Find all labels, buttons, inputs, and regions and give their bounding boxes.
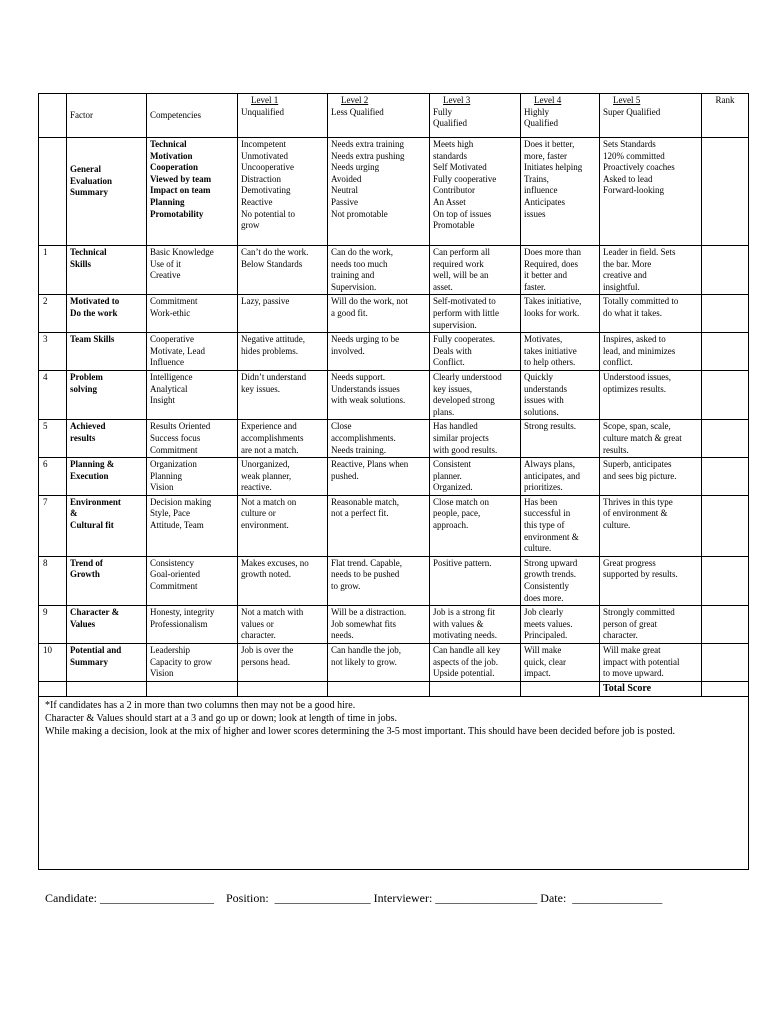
level-2-cell: Close accomplishments. Needs training. (328, 420, 430, 458)
header-level-5 (600, 94, 702, 138)
header-num-cell (39, 94, 67, 138)
level-5-cell: Will make great impact with potential to move upward. (600, 644, 702, 682)
level-1-cell: Not a match with values or character. (238, 606, 328, 644)
factor-name: Team Skills (67, 333, 147, 371)
level-2-cell: Will be a distraction. Job somewhat fits needs. (328, 606, 430, 644)
summary-level-4: Does it better, more, faster Initiates helping Trains, influence Anticipates issues (521, 138, 600, 246)
competencies-cell: Results Oriented Success focus Commitment (147, 420, 238, 458)
header-competencies: Competencies (147, 94, 238, 138)
header-level-1 (238, 94, 328, 138)
factor-row (39, 644, 749, 682)
factor-name: Environment & Cultural fit (67, 495, 147, 556)
level-4-cell: Strong results. (521, 420, 600, 458)
level-3-cell: Job is a strong fit with values & motivating needs. (430, 606, 521, 644)
factor-row (39, 295, 749, 333)
competencies-cell: Commitment Work-ethic (147, 295, 238, 333)
factor-name: Trend of Growth (67, 556, 147, 605)
level-4-cell: Strong upward growth trends. Consistently does more. (521, 556, 600, 605)
factor-name: Achieved results (67, 420, 147, 458)
row-number: 2 (39, 295, 67, 333)
level-4-cell: Job clearly meets values. Principaled. (521, 606, 600, 644)
level-5-cell: Inspires, asked to lead, and minimizes conflict. (600, 333, 702, 371)
level-5-cell: Understood issues, optimizes results. (600, 370, 702, 419)
summary-competencies: Technical Motivation Cooperation Viewed by team Impact on team Planning Promotability (147, 138, 238, 246)
level-1-cell: Negative attitude, hides problems. (238, 333, 328, 371)
summary-num-cell (39, 138, 67, 246)
rank-cell[interactable] (702, 556, 749, 605)
competencies-cell: Cooperative Motivate, Lead Influence (147, 333, 238, 371)
level-title: Level 1 (251, 95, 279, 105)
level-title: Level 2 (341, 95, 369, 105)
rank-cell[interactable] (702, 420, 749, 458)
rank-cell[interactable] (702, 606, 749, 644)
level-5-cell: Superb, anticipates and sees big picture. (600, 458, 702, 496)
level-1-cell: Job is over the persons head. (238, 644, 328, 682)
factor-row (39, 246, 749, 295)
level-3-cell: Can perform all required work well, will be an asset. (430, 246, 521, 295)
level-1-cell: Didn’t understand key issues. (238, 370, 328, 419)
summary-level-2: Needs extra training Needs extra pushing Needs urging Avoided Neutral Passive Not promotable (328, 138, 430, 246)
summary-row (39, 138, 749, 246)
note-line: *If candidates has a 2 in more than two columns then may not be a good hire. (45, 699, 356, 711)
level-2-cell: Reasonable match, not a perfect fit. (328, 495, 430, 556)
level-1-cell: Makes excuses, no growth noted. (238, 556, 328, 605)
summary-rank-cell[interactable] (702, 138, 749, 246)
level-4-cell: Will make quick, clear impact. (521, 644, 600, 682)
row-number: 8 (39, 556, 67, 605)
level-3-cell: Positive pattern. (430, 556, 521, 605)
level-desc: Unqualified (241, 106, 284, 117)
factor-row (39, 458, 749, 496)
factor-name: Character & Values (67, 606, 147, 644)
signature-footer: Candidate: ___________________ Position: ________________ Interviewer: _________________ Date: _______________ (45, 891, 663, 905)
factor-row (39, 495, 749, 556)
notes-cell (39, 696, 749, 869)
header-factor: Factor (67, 94, 147, 138)
level-1-cell: Can’t do the work. Below Standards (238, 246, 328, 295)
level-3-cell: Consistent planner. Organized. (430, 458, 521, 496)
rank-cell[interactable] (702, 295, 749, 333)
level-2-cell: Can handle the job, not likely to grow. (328, 644, 430, 682)
factor-row (39, 556, 749, 605)
level-1-cell: Not a match on culture or environment. (238, 495, 328, 556)
rank-cell[interactable] (702, 333, 749, 371)
rank-cell[interactable] (702, 370, 749, 419)
row-number: 1 (39, 246, 67, 295)
level-5-cell: Thrives in this type of environment & culture. (600, 495, 702, 556)
level-2-cell: Needs urging to be involved. (328, 333, 430, 371)
row-number: 9 (39, 606, 67, 644)
competencies-cell: Intelligence Analytical Insight (147, 370, 238, 419)
level-4-cell: Has been successful in this type of environment & culture. (521, 495, 600, 556)
level-2-cell: Will do the work, not a good fit. (328, 295, 430, 333)
level-3-cell: Close match on people, pace, approach. (430, 495, 521, 556)
level-5-cell: Great progress supported by results. (600, 556, 702, 605)
row-number: 6 (39, 458, 67, 496)
level-5-cell: Strongly committed person of great character. (600, 606, 702, 644)
factor-name: Potential and Summary (67, 644, 147, 682)
summary-factor: General Evaluation Summary (67, 138, 147, 246)
summary-level-3: Meets high standards Self Motivated Fully cooperative Contributor An Asset On top of issues Promotable (430, 138, 521, 246)
level-2-cell: Reactive, Plans when pushed. (328, 458, 430, 496)
level-3-cell: Fully cooperates. Deals with Conflict. (430, 333, 521, 371)
rank-cell[interactable] (702, 458, 749, 496)
row-number: 10 (39, 644, 67, 682)
factor-row (39, 420, 749, 458)
level-3-cell: Clearly understood key issues, developed strong plans. (430, 370, 521, 419)
level-4-cell: Always plans, anticipates, and prioritizes. (521, 458, 600, 496)
level-desc: Fully Qualified (433, 106, 467, 129)
header-level-2 (328, 94, 430, 138)
factor-name: Problem solving (67, 370, 147, 419)
level-desc: Less Qualified (331, 106, 384, 117)
factor-name: Technical Skills (67, 246, 147, 295)
factor-name: Planning & Execution (67, 458, 147, 496)
evaluation-table (38, 93, 749, 870)
factor-name: Motivated to Do the work (67, 295, 147, 333)
total-score-label: Total Score (600, 682, 702, 697)
level-4-cell: Does more than Required, does it better and faster. (521, 246, 600, 295)
rank-cell[interactable] (702, 246, 749, 295)
level-title: Level 5 (613, 95, 641, 105)
row-number: 4 (39, 370, 67, 419)
row-number: 5 (39, 420, 67, 458)
competencies-cell: Organization Planning Vision (147, 458, 238, 496)
note-line: Character & Values should start at a 3 and go up or down; look at length of time in jobs. (45, 712, 397, 724)
competencies-cell: Honesty, integrity Professionalism (147, 606, 238, 644)
level-5-cell: Leader in field. Sets the bar. More creative and insightful. (600, 246, 702, 295)
note-line: While making a decision, look at the mix of higher and lower scores determining the 3-5 most important. This should have been decided before job is posted. (45, 725, 675, 737)
competencies-cell: Consistency Goal-oriented Commitment (147, 556, 238, 605)
level-4-cell: Motivates, takes initiative to help others. (521, 333, 600, 371)
notes-row (39, 696, 749, 869)
factor-rows (39, 246, 749, 682)
level-1-cell: Lazy, passive (238, 295, 328, 333)
row-number: 3 (39, 333, 67, 371)
level-3-cell: Has handled similar projects with good results. (430, 420, 521, 458)
header-level-4 (521, 94, 600, 138)
competencies-cell: Leadership Capacity to grow Vision (147, 644, 238, 682)
level-5-cell: Totally committed to do what it takes. (600, 295, 702, 333)
level-2-cell: Needs support. Understands issues with weak solutions. (328, 370, 430, 419)
level-1-cell: Unorganized, weak planner, reactive. (238, 458, 328, 496)
level-5-cell: Scope, span, scale, culture match & great results. (600, 420, 702, 458)
level-2-cell: Can do the work, needs too much training and Supervision. (328, 246, 430, 295)
level-4-cell: Takes initiative, looks for work. (521, 295, 600, 333)
level-2-cell: Flat trend. Capable, needs to be pushed to grow. (328, 556, 430, 605)
competencies-cell: Decision making Style, Pace Attitude, Team (147, 495, 238, 556)
level-3-cell: Self-motivated to perform with little supervision. (430, 295, 521, 333)
level-1-cell: Experience and accomplishments are not a match. (238, 420, 328, 458)
rank-cell[interactable] (702, 495, 749, 556)
row-number: 7 (39, 495, 67, 556)
competencies-cell: Basic Knowledge Use of it Creative (147, 246, 238, 295)
level-desc: Super Qualified (603, 106, 661, 117)
factor-row (39, 606, 749, 644)
summary-level-1: Incompetent Unmotivated Uncooperative Distraction Demotivating Reactive No potential to grow (238, 138, 328, 246)
rank-cell[interactable] (702, 644, 749, 682)
level-title: Level 3 (443, 95, 471, 105)
level-desc: Highly Qualified (524, 106, 558, 129)
header-level-3 (430, 94, 521, 138)
summary-level-5: Sets Standards 120% committed Proactively coaches Asked to lead Forward-looking (600, 138, 702, 246)
level-title: Level 4 (534, 95, 562, 105)
header-row (39, 94, 749, 138)
header-rank: Rank (702, 94, 749, 138)
level-3-cell: Can handle all key aspects of the job. Upside potential. (430, 644, 521, 682)
total-score-row (39, 682, 749, 697)
level-4-cell: Quickly understands issues with solutions. (521, 370, 600, 419)
total-score-cell[interactable] (702, 682, 749, 697)
factor-row (39, 333, 749, 371)
factor-row (39, 370, 749, 419)
